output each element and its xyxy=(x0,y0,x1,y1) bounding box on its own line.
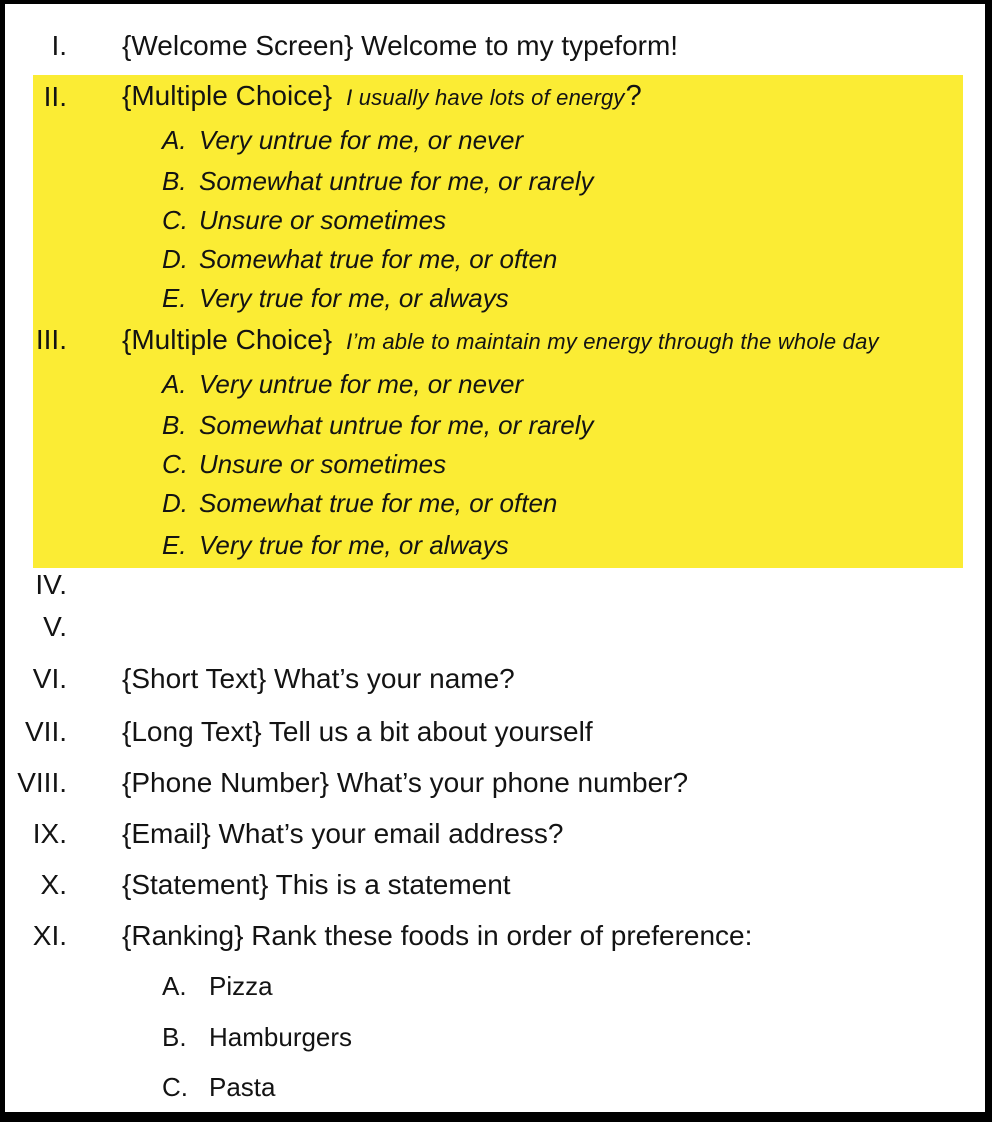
option-text: Very true for me, or always xyxy=(199,530,509,560)
option-row xyxy=(5,406,985,445)
option-letter: C. xyxy=(162,1072,188,1102)
list-numeral: VI. xyxy=(32,663,67,694)
list-item-multiple-choice-maintain xyxy=(5,318,985,362)
option-letter: B. xyxy=(162,1022,187,1052)
option-text: Unsure or sometimes xyxy=(199,205,447,235)
option-text: Somewhat untrue for me, or rarely xyxy=(199,166,594,196)
option-row xyxy=(5,201,985,240)
option-letter: D. xyxy=(162,488,188,518)
field-type-label: {Multiple Choice} xyxy=(122,324,333,355)
option-row xyxy=(5,445,985,484)
option-row xyxy=(5,961,985,1012)
list-item-text: {Phone Number} What’s your phone number? xyxy=(122,766,689,798)
list-item-ranking xyxy=(5,910,985,961)
list-numeral: X. xyxy=(40,868,67,900)
list-item-multiple-choice-energy xyxy=(5,75,985,118)
list-item-text: {Welcome Screen} Welcome to my typeform! xyxy=(122,29,679,61)
list-numeral: III. xyxy=(35,324,67,355)
option-letter: A. xyxy=(162,368,187,399)
option-row xyxy=(5,118,985,162)
list-item-text xyxy=(67,324,879,356)
list-item-welcome-screen xyxy=(5,16,985,75)
option-text: Hamburgers xyxy=(209,1022,353,1052)
option-text: Very untrue for me, or never xyxy=(199,124,524,155)
list-item-phone-number xyxy=(5,757,985,808)
option-text: Unsure or sometimes xyxy=(199,449,447,479)
list-numeral: VII. xyxy=(24,715,67,747)
list-item-empty xyxy=(5,602,985,652)
list-item-email xyxy=(5,808,985,859)
option-row xyxy=(5,362,985,406)
option-letter: C. xyxy=(162,449,188,479)
document-page xyxy=(5,4,985,1112)
list-numeral: IV. xyxy=(35,569,67,600)
option-row xyxy=(5,484,985,523)
option-row xyxy=(5,1063,985,1112)
option-row xyxy=(5,1012,985,1063)
list-numeral: I. xyxy=(51,29,67,61)
list-numeral: VIII. xyxy=(17,766,67,798)
list-item-long-text xyxy=(5,706,985,757)
option-letter: D. xyxy=(162,244,188,274)
option-row xyxy=(5,523,985,568)
list-numeral: II. xyxy=(43,80,67,112)
option-text: Somewhat untrue for me, or rarely xyxy=(199,410,594,440)
list-item-statement xyxy=(5,859,985,910)
option-text: Somewhat true for me, or often xyxy=(199,244,558,274)
list-item-text: {Long Text} Tell us a bit about yourself xyxy=(122,715,593,747)
option-text: Pizza xyxy=(209,971,273,1001)
list-item-text: {Ranking} Rank these foods in order of preference: xyxy=(122,919,753,951)
option-letter: C. xyxy=(162,205,188,235)
list-numeral: V. xyxy=(43,611,67,642)
list-numeral: XI. xyxy=(32,919,67,951)
option-row xyxy=(5,279,985,318)
option-text: Very untrue for me, or never xyxy=(199,368,524,399)
list-item-text: {Short Text} What’s your name? xyxy=(122,663,515,694)
option-row xyxy=(5,240,985,279)
list-item-short-text xyxy=(5,652,985,706)
question-text: I’m able to maintain my energy through the whole day xyxy=(346,329,879,354)
option-letter: B. xyxy=(162,410,187,440)
question-mark: ? xyxy=(625,80,642,112)
field-type-label: {Multiple Choice} xyxy=(122,80,333,111)
option-letter: E. xyxy=(162,530,187,560)
option-text: Somewhat true for me, or often xyxy=(199,488,558,518)
option-letter: E. xyxy=(162,283,187,313)
question-text: I usually have lots of energy xyxy=(346,85,625,110)
list-item-text: {Statement} This is a statement xyxy=(122,868,511,900)
list-numeral: IX. xyxy=(32,817,67,849)
option-row xyxy=(5,162,985,201)
option-letter: A. xyxy=(162,971,187,1001)
option-text: Very true for me, or always xyxy=(199,283,509,313)
list-item-empty xyxy=(5,568,985,602)
option-text: Pasta xyxy=(209,1072,276,1102)
list-item-text xyxy=(67,80,642,113)
list-item-text: {Email} What’s your email address? xyxy=(122,817,564,849)
option-letter: B. xyxy=(162,166,187,196)
option-letter: A. xyxy=(162,124,187,155)
